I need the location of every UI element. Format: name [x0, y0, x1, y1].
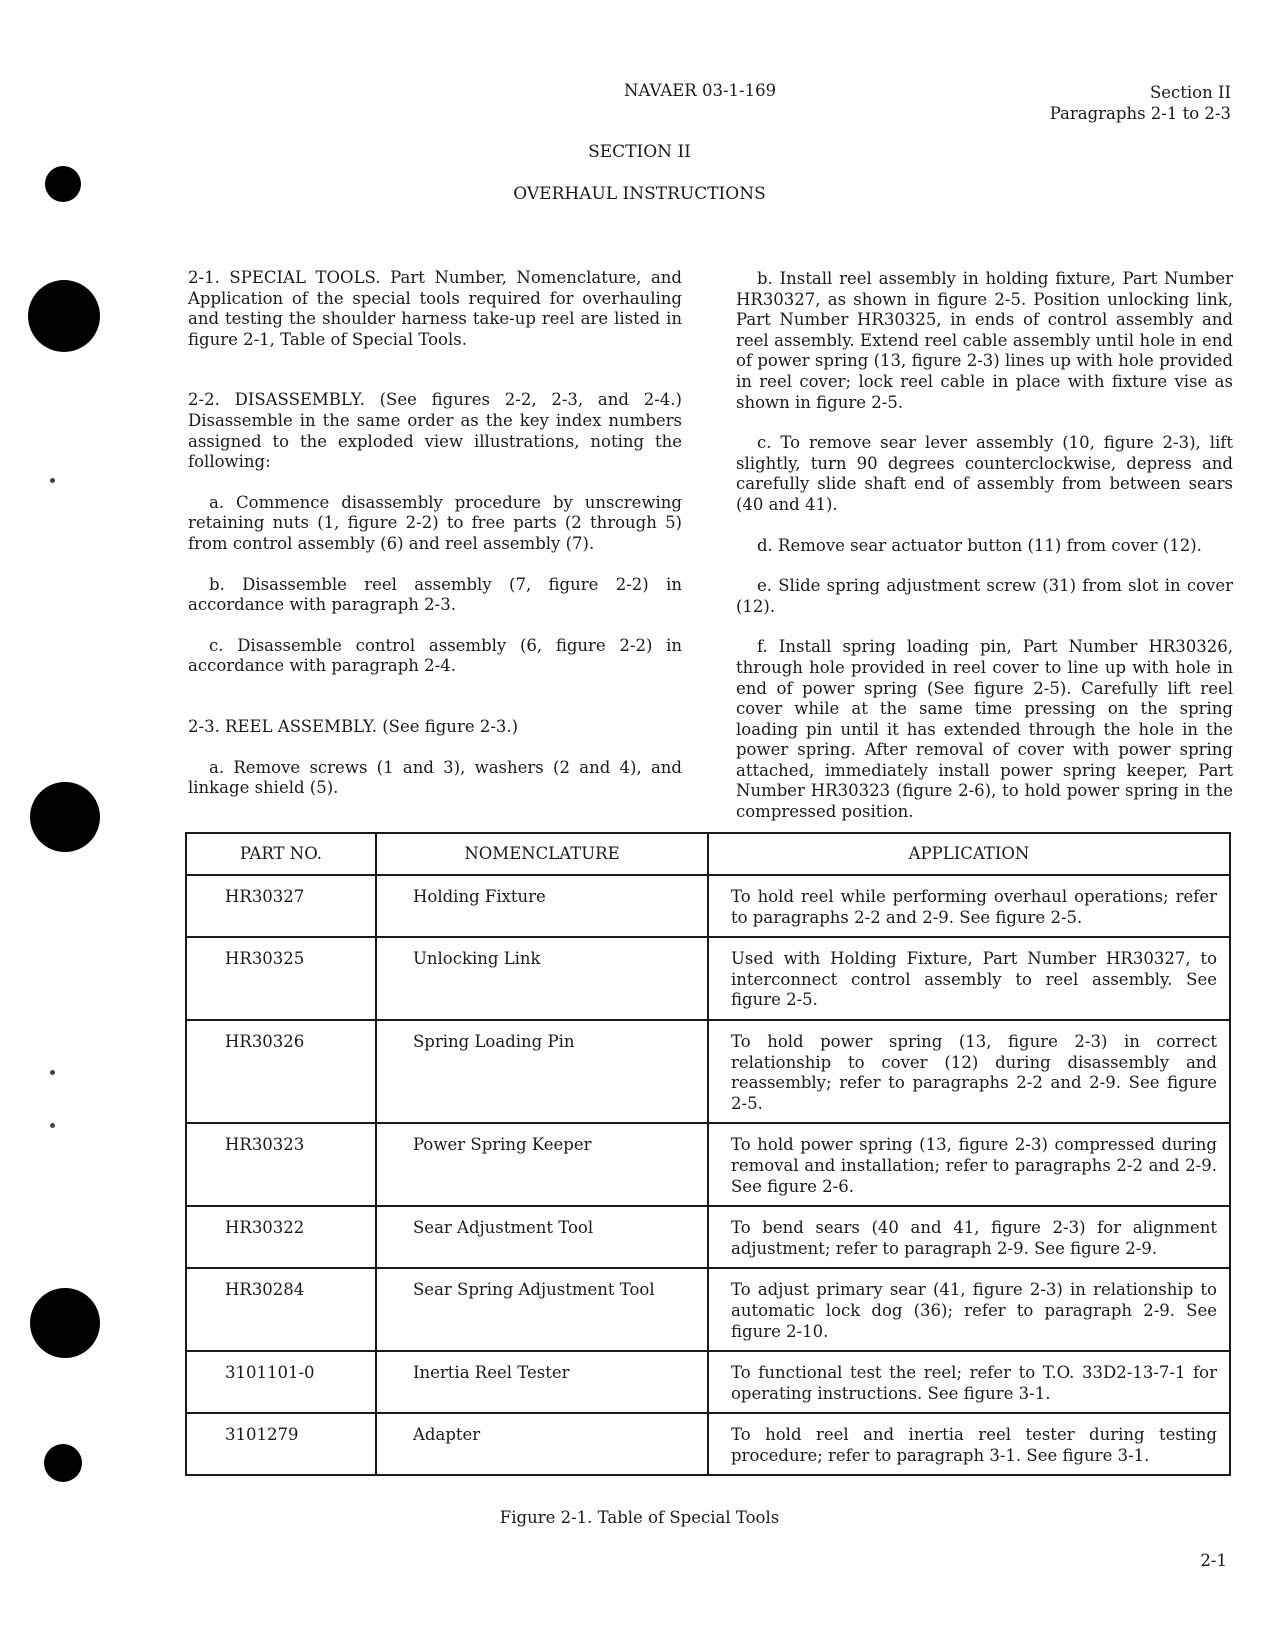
part-number: HR30284 [186, 1268, 376, 1351]
part-number: HR30323 [186, 1123, 376, 1206]
application: To functional test the reel; refer to T.O. 33D2-13-7-1 for operating instructions. See figure 3-1. [708, 1351, 1230, 1413]
nomenclature: Unlocking Link [376, 937, 708, 1020]
application: To hold reel and inertia reel tester during testing procedure; refer to paragraph 3-1. See figure 3-1. [708, 1413, 1230, 1475]
table-row [186, 1413, 1230, 1475]
table-row [186, 1206, 1230, 1268]
nomenclature: Sear Adjustment Tool [376, 1206, 708, 1268]
paragraph-2-3-a: a. Remove screws (1 and 3), washers (2 and 4), and linkage shield (5). [188, 757, 682, 798]
nomenclature: Spring Loading Pin [376, 1020, 708, 1123]
header-application: APPLICATION [708, 833, 1230, 875]
part-number: HR30327 [186, 875, 376, 937]
paragraph-2-2: 2-2. DISASSEMBLY. (See figures 2-2, 2-3, and 2-4.) Disassemble in the same order as the key index numbers assigned to the exploded view illustrations, noting the following: [188, 390, 682, 472]
nomenclature: Adapter [376, 1413, 708, 1475]
paragraph-2-3-b: b. Install reel assembly in holding fixture, Part Number HR30327, as shown in figure 2-5. Position unlocking link, Part Number HR30325, in ends of control assembly and reel assembly. Extend reel cable assembly until hole in end of power spring (13, figure 2-3) lines up with hole provided in reel cover; lock reel cable in place with fixture vise as shown in figure 2-5. [736, 269, 1233, 412]
table-row [186, 1268, 1230, 1351]
paragraph-2-3-d: d. Remove sear actuator button (11) from cover (12). [757, 535, 1202, 555]
punch-hole-3 [30, 782, 100, 852]
tools-table [185, 832, 1231, 1476]
punch-hole-5 [44, 1444, 82, 1482]
table-row [186, 1351, 1230, 1413]
application: Used with Holding Fixture, Part Number HR30327, to interconnect control assembly to reel assembly. See figure 2-5. [708, 937, 1230, 1020]
header-nomenclature: NOMENCLATURE [376, 833, 708, 875]
left-column [188, 268, 682, 799]
section-subtitle: OVERHAUL INSTRUCTIONS [513, 184, 766, 204]
page-number: 2-1 [1200, 1551, 1227, 1570]
nomenclature: Holding Fixture [376, 875, 708, 937]
paragraph-2-2-a: a. Commence disassembly procedure by unscrewing retaining nuts (1, figure 2-2) to free parts (2 through 5) from control assembly (6) and reel assembly (7). [188, 492, 682, 553]
paragraph-2-3: 2-3. REEL ASSEMBLY. (See figure 2-3.) [188, 716, 519, 736]
scan-mark-1 [50, 478, 55, 483]
table-row [186, 1123, 1230, 1206]
part-number: 3101279 [186, 1413, 376, 1475]
header-right [1050, 82, 1231, 124]
table-row [186, 1020, 1230, 1123]
paragraph-2-3-c: c. To remove sear lever assembly (10, figure 2-3), lift slightly, turn 90 degrees counterclockwise, depress and carefully slide shaft end of assembly from between sears (40 and 41). [736, 433, 1233, 514]
nomenclature: Power Spring Keeper [376, 1123, 708, 1206]
paragraph-2-1: 2-1. SPECIAL TOOLS. Part Number, Nomenclature, and Application of the special tools required for overhauling and testing the shoulder harness take-up reel are listed in figure 2-1, Table of Special Tools. [188, 268, 682, 349]
figure-caption: Figure 2-1. Table of Special Tools [499, 1508, 780, 1527]
part-number: HR30326 [186, 1020, 376, 1123]
application: To hold power spring (13, figure 2-3) compressed during removal and installation; refer to paragraphs 2-2 and 2-9. See figure 2-6. [708, 1123, 1230, 1206]
section-title: SECTION II [588, 142, 691, 162]
nomenclature: Sear Spring Adjustment Tool [376, 1268, 708, 1351]
table-header-row [186, 833, 1230, 875]
punch-hole-4 [30, 1288, 100, 1358]
part-number: 3101101-0 [186, 1351, 376, 1413]
header-part-no: PART NO. [186, 833, 376, 875]
header-section: Section II [1149, 83, 1231, 102]
paragraph-2-2-c: c. Disassemble control assembly (6, figure 2-2) in accordance with paragraph 2-4. [188, 635, 682, 676]
paragraph-2-3-f: f. Install spring loading pin, Part Number HR30326, through hole provided in reel cover to line up with hole in end of power spring (See figure 2-5). Carefully lift reel cover while at the same time pressing on the spring loading pin until it has extended through the hole in the power spring. After removal of cover with power spring attached, immediately install power spring keeper, Part Number HR30323 (figure 2-6), to hold power spring in the compressed position. [736, 637, 1233, 822]
part-number: HR30325 [186, 937, 376, 1020]
table-row [186, 937, 1230, 1020]
application: To hold power spring (13, figure 2-3) in correct relationship to cover (12) during disassembly and reassembly; refer to paragraphs 2-2 and 2-9. See figure 2-5. [708, 1020, 1230, 1123]
doc-number: NAVAER 03-1-169 [624, 81, 777, 100]
paragraph-2-3-e: e. Slide spring adjustment screw (31) from slot in cover (12). [736, 576, 1233, 616]
scan-mark-3 [50, 1123, 55, 1128]
part-number: HR30322 [186, 1206, 376, 1268]
application: To bend sears (40 and 41, figure 2-3) for alignment adjustment; refer to paragraph 2-9. See figure 2-9. [708, 1206, 1230, 1268]
punch-hole-2 [28, 280, 100, 352]
right-column [736, 269, 1233, 823]
table-row [186, 875, 1230, 937]
application: To hold reel while performing overhaul operations; refer to paragraphs 2-2 and 2-9. See figure 2-5. [708, 875, 1230, 937]
header-paragraphs: Paragraphs 2-1 to 2-3 [1049, 104, 1231, 123]
paragraph-2-2-b: b. Disassemble reel assembly (7, figure 2-2) in accordance with paragraph 2-3. [188, 574, 682, 615]
application: To adjust primary sear (41, figure 2-3) in relationship to automatic lock dog (36); refer to paragraph 2-9. See figure 2-10. [708, 1268, 1230, 1351]
scan-mark-2 [50, 1070, 55, 1075]
special-tools-table [185, 832, 1231, 1476]
nomenclature: Inertia Reel Tester [376, 1351, 708, 1413]
